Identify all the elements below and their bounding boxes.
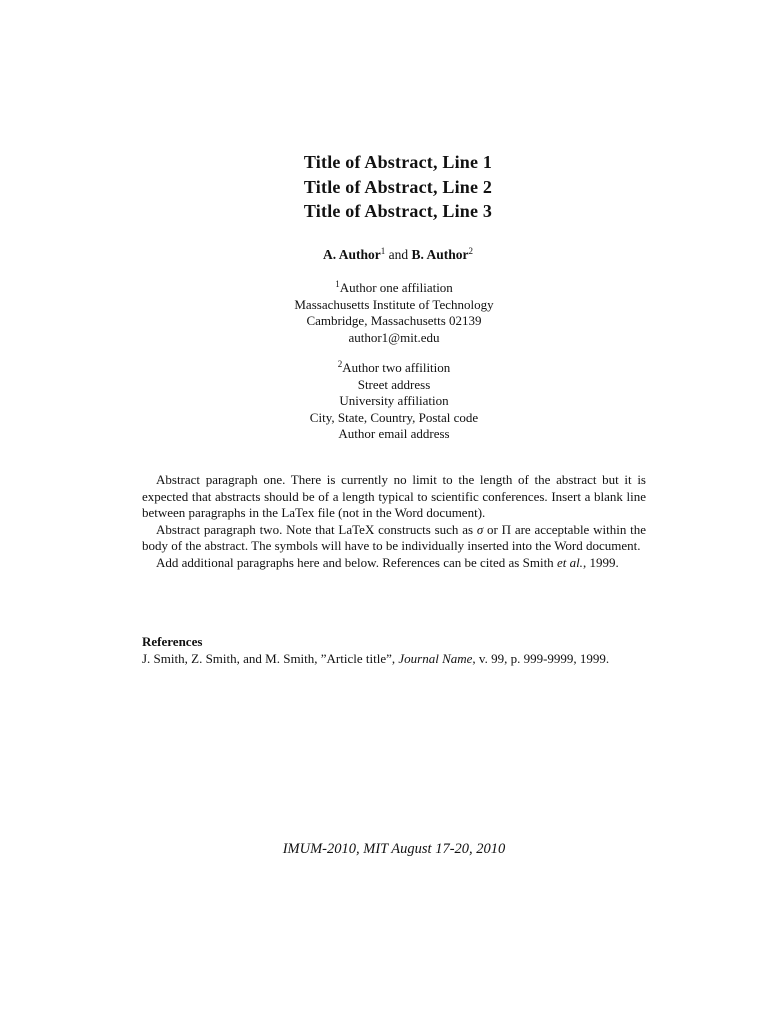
title-line-2: Title of Abstract, Line 2 bbox=[303, 176, 493, 197]
conference-footer: IMUM-2010, MIT August 17-20, 2010 bbox=[282, 841, 506, 857]
abstract-paragraph-2-text-a: Abstract paragraph two. Note that LaTeX constructs such as bbox=[156, 521, 477, 537]
affiliation-one-name: Author one affiliation bbox=[339, 280, 453, 295]
abstract-paragraph-2-text-b: or bbox=[483, 521, 502, 537]
author-list bbox=[0, 247, 770, 263]
author-one-name: A. Author bbox=[322, 247, 381, 262]
affiliation-one-institution: Massachusetts Institute of Technology bbox=[294, 296, 494, 312]
affiliation-two-superscript: 2 bbox=[337, 359, 343, 369]
affiliation-one bbox=[0, 280, 770, 346]
affiliation-two-street: Street address bbox=[357, 376, 431, 392]
references-section bbox=[142, 634, 646, 667]
et-al-citation: et al. bbox=[556, 554, 583, 570]
author-two-name: B. Author bbox=[411, 247, 469, 262]
reference-details: , v. 99, p. 999-9999, 1999. bbox=[472, 650, 610, 666]
reference-entry bbox=[142, 651, 646, 668]
reference-journal: Journal Name bbox=[398, 650, 473, 666]
pi-symbol: Π bbox=[501, 521, 512, 537]
affiliation-one-email: author1@mit.edu bbox=[348, 329, 440, 345]
affiliation-one-name-line bbox=[0, 280, 770, 297]
reference-authors-title: J. Smith, Z. Smith, and M. Smith, ”Article title”, bbox=[142, 650, 399, 666]
affiliation-two bbox=[0, 360, 770, 443]
affiliation-two-name-line bbox=[0, 360, 770, 377]
author-connector: and bbox=[388, 247, 409, 262]
abstract-paragraph-2 bbox=[142, 522, 646, 555]
abstract-body bbox=[142, 472, 646, 572]
affiliation-one-superscript: 1 bbox=[335, 279, 340, 289]
sigma-symbol: σ bbox=[476, 521, 484, 537]
author-one-superscript: 1 bbox=[380, 246, 386, 256]
abstract-title bbox=[0, 150, 770, 224]
affiliation-two-email: Author email address bbox=[338, 426, 450, 442]
affiliation-two-university: University affiliation bbox=[339, 393, 449, 409]
abstract-paragraph-3-text-a: Add additional paragraphs here and below. References can be cited as Smith bbox=[156, 554, 557, 570]
abstract-paragraph-3-text-b: , 1999. bbox=[582, 554, 619, 570]
affiliation-one-location: Cambridge, Massachusetts 02139 bbox=[306, 313, 482, 329]
title-line-1: Title of Abstract, Line 1 bbox=[303, 152, 493, 172]
abstract-paragraph-3 bbox=[142, 555, 646, 572]
references-heading: References bbox=[142, 634, 203, 649]
abstract-paragraph-1: Abstract paragraph one. There is currently no limit to the length of the abstract but it is expected that abstracts should be of a length typical to scientific conferences. Insert a blank line between paragraphs in the LaTex file (not in the Word document). bbox=[142, 472, 646, 521]
title-line-3: Title of Abstract, Line 3 bbox=[303, 201, 493, 221]
affiliation-two-city: City, State, Country, Postal code bbox=[309, 409, 479, 425]
abstract-paragraph-2-text-c: are acceptable within the body of the abstract. The symbols will have to be individually inserted into the Word document. bbox=[142, 521, 646, 554]
affiliation-two-name: Author two affilition bbox=[342, 360, 451, 375]
author-two-superscript: 2 bbox=[468, 246, 474, 256]
